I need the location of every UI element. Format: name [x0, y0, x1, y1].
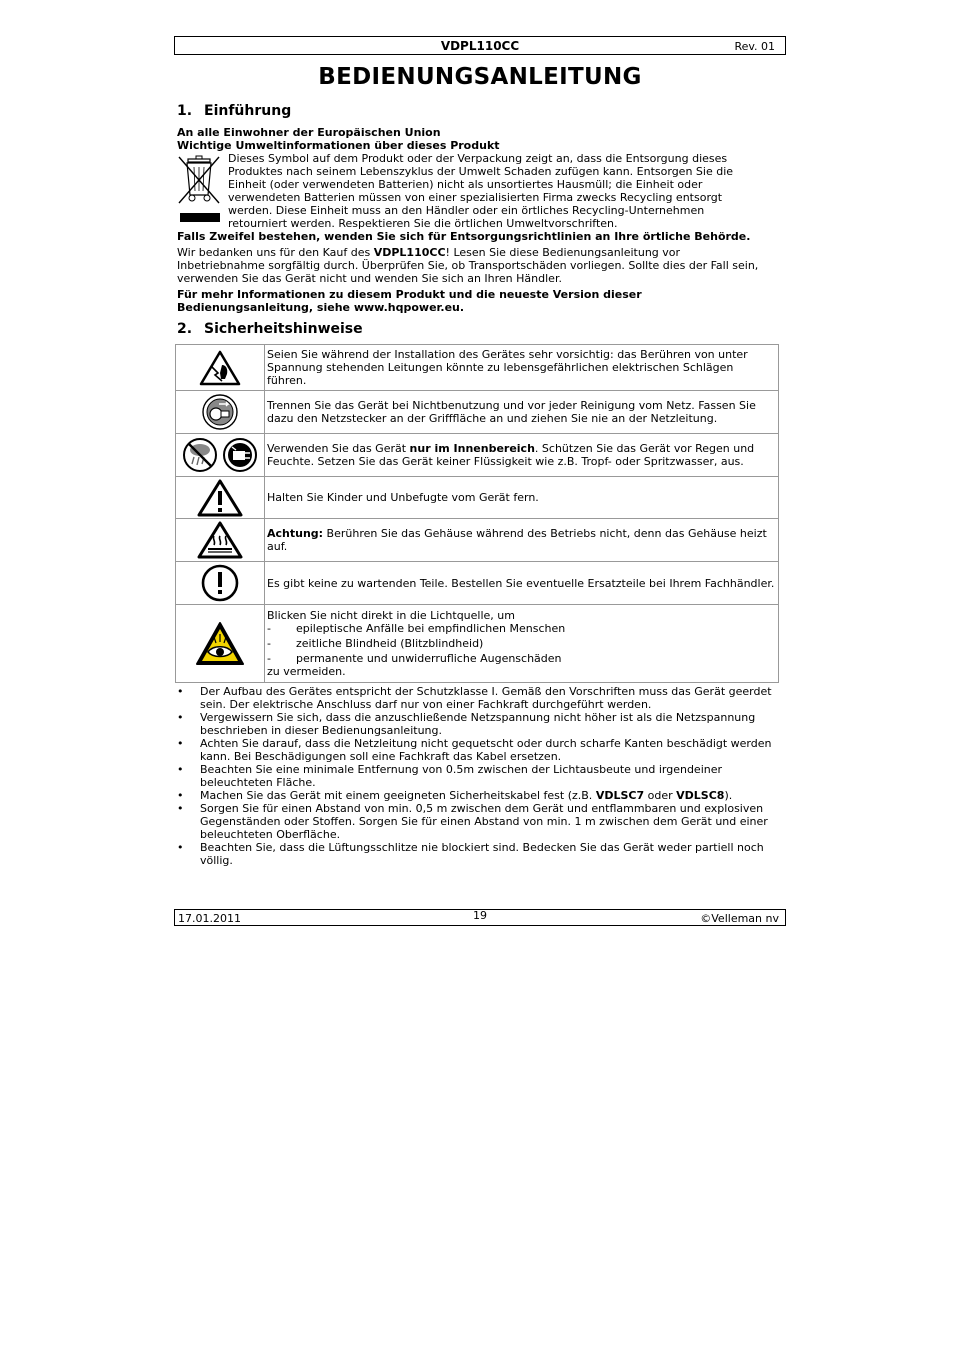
- eye-item: - permanente und unwiderrufliche Augenschäden: [267, 652, 562, 665]
- thanks-model: VDPL110CC: [373, 246, 446, 259]
- hot-surface-text: Berühren Sie das Gehäuse während des Betriebs nicht, denn das Gehäuse heizt auf.: [267, 527, 767, 553]
- safety-row: [176, 434, 779, 477]
- list-item: • Vergewissern Sie sich, dass die anzuschließende Netzspannung nicht höher ist als die Netzspannung beschrieben in dieser Bedienungsanleitung.: [177, 711, 756, 737]
- safety-icon-cell: [176, 519, 265, 562]
- safety-icon-cell: [176, 562, 265, 605]
- footer-copyright: ©Velleman nv: [700, 912, 779, 925]
- indoor-text-a: Verwenden Sie das Gerät: [267, 442, 410, 455]
- section-1-heading: [177, 103, 291, 119]
- safety-text: [265, 519, 779, 562]
- unplug-icon: [201, 393, 239, 431]
- eye-item: - zeitliche Blindheid (Blitzblindheid): [267, 637, 484, 650]
- page-number: 19: [473, 909, 487, 922]
- attention-label: Achtung:: [267, 527, 324, 540]
- safety-icon-cell: [176, 477, 265, 519]
- revision: Rev. 01: [734, 40, 775, 53]
- section-2-heading: [177, 321, 363, 337]
- safety-icon-cell: [176, 605, 265, 683]
- footer-date: 17.01.2011: [178, 912, 241, 925]
- model-number: VDPL110CC: [440, 39, 520, 53]
- indoor-emphasis: nur im Innenbereich: [409, 442, 535, 455]
- section-title: Einführung: [204, 103, 292, 119]
- list-item: • Beachten Sie eine minimale Entfernung von 0.5m zwischen der Lichtausbeute und irgendeiner beleuchteten Fläche.: [177, 763, 723, 789]
- safety-row: [176, 519, 779, 562]
- crossed-bin-icon: [177, 155, 225, 225]
- safety-text: [265, 605, 779, 683]
- thanks-text-a: Wir bedanken uns für den Kauf des: [177, 246, 374, 259]
- eye-item: - epileptische Anfälle bei empfindlichen Menschen: [267, 622, 566, 635]
- eu-line-2: Wichtige Umweltinformationen über dieses Produkt: [177, 139, 500, 152]
- safety-row: [176, 345, 779, 391]
- safety-icon-cell: [176, 434, 265, 477]
- list-item: • Achten Sie darauf, dass die Netzleitung nicht gequetscht oder durch scharfe Kanten beschädigt werden kann. Bei Beschädigungen soll eine Fachkraft das Kabel ersetzen.: [177, 737, 772, 763]
- section-number: 2.: [177, 321, 193, 337]
- section-title: Sicherheitshinweise: [204, 321, 363, 337]
- thanks-text-b: ! Lesen Sie diese Bedienungsanleitung vor Inbetriebnahme sorgfältig durch. Überprüfen Sie, ob Transportschäden vorliegen. Sollte dies der Fall sein, verwenden Sie das Gerät nicht und wenden Sie sich an Ihren Händler.: [177, 246, 759, 285]
- safety-bullet-list: [177, 685, 777, 867]
- eye-hazard-icon: [195, 621, 245, 667]
- safety-text: Trennen Sie das Gerät bei Nichtbenutzung und vor jeder Reinigung vom Netz. Fassen Sie dazu den Netzstecker an der Grifffläche an und ziehen Sie nie an der Netzleitung.: [265, 391, 779, 434]
- more-info-note: Für mehr Informationen zu diesem Produkt und die neueste Version dieser Bedienungsanleitung, siehe www.hqpower.eu.: [177, 288, 642, 314]
- no-serviceable-parts-icon: [201, 564, 239, 602]
- eye-intro: Blicken Sie nicht direkt in die Lichtquelle, um: [267, 609, 515, 622]
- no-rain-icon: [182, 437, 218, 473]
- safety-row: [176, 477, 779, 519]
- no-liquid-icon: [222, 437, 258, 473]
- disposal-doubt-note: Falls Zweifel bestehen, wenden Sie sich für Entsorgungsrichtlinien an Ihre örtliche Behörde.: [177, 230, 751, 243]
- safety-text: Halten Sie Kinder und Unbefugte vom Gerät fern.: [265, 477, 779, 519]
- general-warning-icon: [197, 479, 243, 517]
- list-item: • Sorgen Sie für einen Abstand von min. 0,5 m zwischen dem Gerät und entflammbaren und explosiven Gegenständen oder Stoffen. Sorgen Sie für einen Abstand von min. 1 m zwischen dem Gerät und einer beleuchteten Oberfläche.: [177, 802, 768, 841]
- safety-row: [176, 391, 779, 434]
- indoor-text-b: . Schützen Sie das Gerät vor Regen und Feuchte. Setzen Sie das Gerät keiner Flüssigkeit wie z.B. Tropf- oder Spritzwasser, aus.: [267, 442, 755, 468]
- safety-icon-cell: [176, 345, 265, 391]
- page-title: BEDIENUNGSANLEITUNG: [318, 64, 642, 90]
- safety-text: Seien Sie während der Installation des Gerätes sehr vorsichtig: das Berühren von unter Spannung stehenden Leitungen könnte zu lebensgefährlichen elektrischen Schlägen führen.: [265, 345, 779, 391]
- page-header: [174, 36, 786, 55]
- page-footer: [174, 909, 786, 926]
- list-item: • Machen Sie das Gerät mit einem geeigneten Sicherheitskabel fest (z.B. VDLSC7 oder VDLSC8).: [177, 789, 733, 802]
- safety-row: [176, 562, 779, 605]
- hot-surface-icon: [197, 521, 243, 559]
- safety-row: [176, 605, 779, 683]
- safety-icon-cell: [176, 391, 265, 434]
- thanks-paragraph: [177, 246, 762, 285]
- safety-table: [175, 344, 779, 683]
- weee-info-text: Dieses Symbol auf dem Produkt oder der Verpackung zeigt an, dass die Entsorgung dieses Produktes nach seinem Lebenszyklus der Umwelt Schaden zufügen kann. Entsorgen Sie die Einheit (oder verwendeten Batterien) nicht als unsortiertes Hausmüll; die Einheit oder verwendeten Batterien müssen von einer spezialisierten Firma zwecks Recycling entsorgt werden. Diese Einheit muss an den Händler oder ein örtliches Recycling-Unternehmen retourniert werden. Respektieren Sie die örtlichen Umweltvorschriften.: [228, 152, 734, 230]
- eu-line-1: An alle Einwohner der Europäischen Union: [177, 126, 441, 139]
- safety-text: [265, 434, 779, 477]
- section-number: 1.: [177, 103, 193, 119]
- electric-shock-warning-icon: [198, 349, 242, 387]
- eye-outro: zu vermeiden.: [267, 665, 346, 678]
- list-item: • Beachten Sie, dass die Lüftungsschlitze nie blockiert sind. Bedecken Sie das Gerät weder partiell noch völlig.: [177, 841, 764, 867]
- safety-text: Es gibt keine zu wartenden Teile. Bestellen Sie eventuelle Ersatzteile bei Ihrem Fachhändler.: [265, 562, 779, 605]
- list-item: • Der Aufbau des Gerätes entspricht der Schutzklasse I. Gemäß den Vorschriften muss das Gerät geerdet sein. Der elektrische Anschluss darf nur von einer Fachkraft durchgeführt werden.: [177, 685, 772, 711]
